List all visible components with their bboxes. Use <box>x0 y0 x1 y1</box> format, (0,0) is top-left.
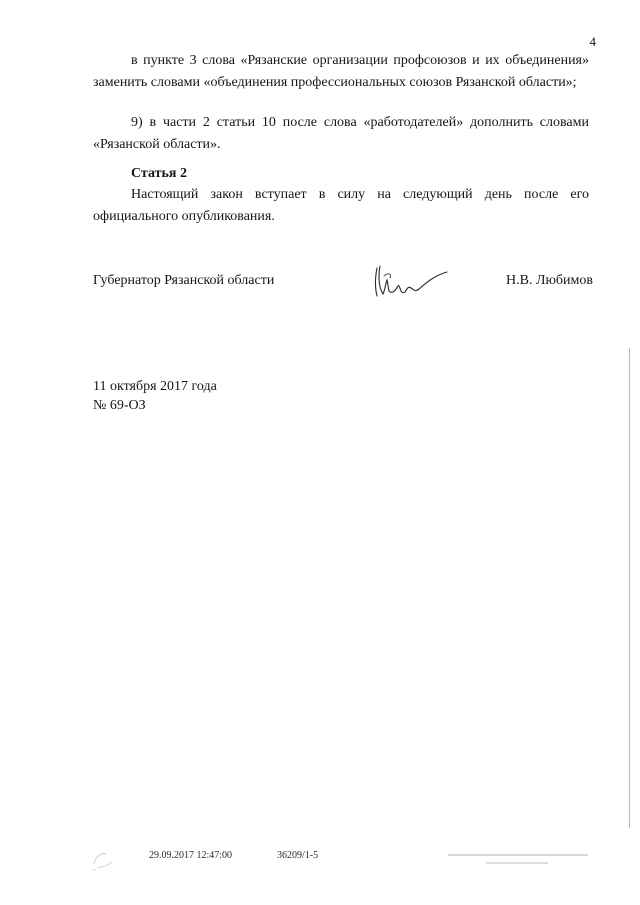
page-footer <box>0 850 640 880</box>
document-number: № 69-ОЗ <box>93 398 146 413</box>
signatory-title: Губернатор Рязанской области <box>93 273 275 288</box>
faint-registration-stamp-icon <box>446 850 596 870</box>
handwritten-signature-icon <box>371 262 451 302</box>
paragraph-amendment-point-3: в пункте 3 слова «Рязанские организации профсоюзов и их объединения» заменить словами «объединения профессиональных союзов Рязанской области»; <box>93 53 589 90</box>
signatory-name: Н.В. Любимов <box>506 273 593 288</box>
document-date: 11 октября 2017 года <box>93 379 217 394</box>
scan-margin-line <box>629 348 630 828</box>
footer-timestamp: 29.09.2017 12:47:00 <box>149 850 233 861</box>
signature-block <box>93 262 593 302</box>
footer-document-id: 36209/1-5 <box>277 850 319 861</box>
paragraph-entry-into-force: Настоящий закон вступает в силу на следующий день после его официального опубликования. <box>93 187 589 224</box>
paragraph-amendment-item-9: 9) в части 2 статьи 10 после слова «работодателей» дополнить словами «Рязанской области». <box>93 115 589 152</box>
page-number: 4 <box>589 34 596 49</box>
faint-stamp-icon <box>88 844 118 872</box>
article-2-heading: Статья 2 <box>131 166 187 181</box>
